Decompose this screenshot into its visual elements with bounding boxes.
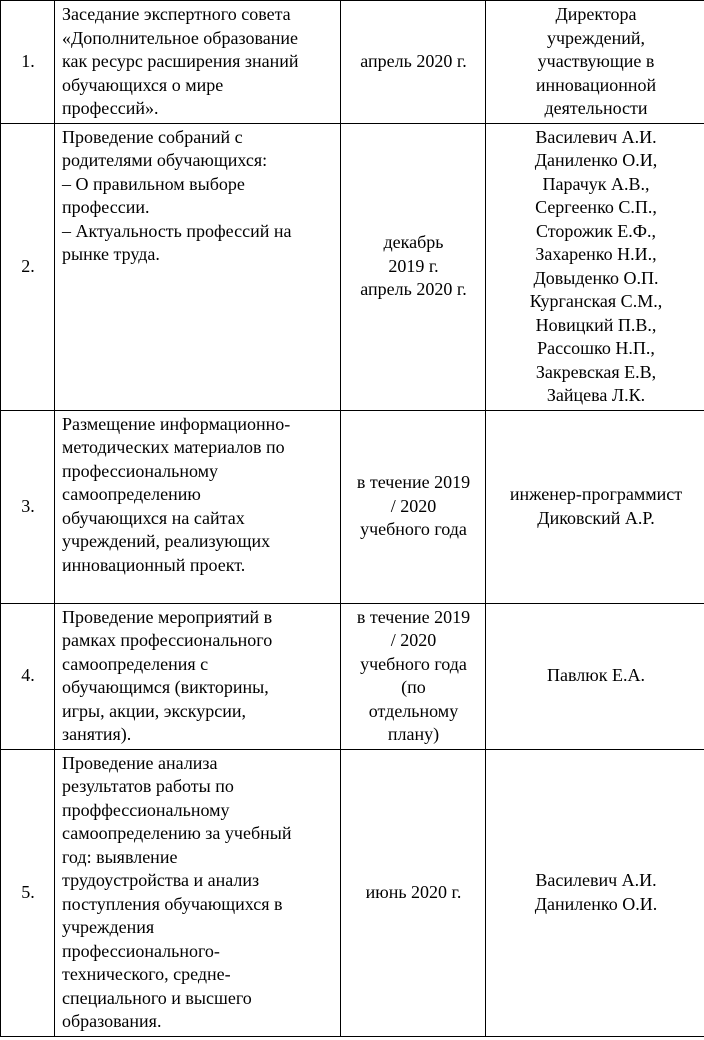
event-cell-line: как ресурс расширения знаний (62, 51, 299, 71)
date-cell (341, 1, 486, 124)
event-cell-line: – О правильном выборе (62, 173, 245, 194)
event-cell-line: игры, акции, экскурсии, (62, 700, 246, 721)
responsible-cell (486, 1, 704, 124)
event-cell-line: профессиональному (62, 460, 218, 481)
responsible-cell-line: инновационной (535, 74, 657, 95)
responsible-cell-line: Зайцева Л.К. (546, 385, 646, 405)
event-cell-line: – Актуальность профессий на (62, 220, 292, 241)
date-cell-line: апрель 2020 г. (360, 51, 467, 71)
responsible-cell-line: Василевич А.И. (535, 126, 657, 147)
responsible-cell-line: Довыденко О.П. (533, 267, 659, 288)
event-cell-line: технического, средне- (62, 964, 231, 984)
responsible-cell (486, 123, 704, 410)
responsible-cell-line: Василевич А.И. (535, 870, 657, 890)
date-cell (341, 749, 486, 1036)
event-cell-line: Проведение собраний с (62, 126, 243, 147)
table-row (1, 410, 704, 603)
responsible-cell-line: инженер-программист (509, 484, 683, 504)
row-number: 4. (1, 603, 55, 749)
responsible-cell-line: Директора (555, 4, 637, 24)
event-cell-line: самоопределению (62, 484, 201, 504)
plan-table-body (1, 1, 704, 1037)
date-cell-line: плану) (387, 724, 440, 744)
date-cell (341, 123, 486, 410)
event-cell (55, 410, 341, 603)
event-cell-line: трудоустройства и анализ (62, 870, 260, 890)
date-cell-line: учебного года (360, 653, 467, 674)
event-cell-line: профессий». (62, 98, 159, 118)
responsible-cell-line: Курганская С.М., (529, 291, 663, 311)
event-cell-line: рамках профессионального (62, 630, 273, 650)
event-cell-line: обучающихся на сайтах (62, 507, 245, 528)
event-cell-line: самоопределению за учебный (62, 823, 292, 843)
event-cell-line: Проведение анализа (62, 752, 218, 773)
responsible-cell-line: Новицкий П.В., (535, 314, 657, 335)
date-cell-line: июнь 2020 г. (365, 881, 462, 902)
event-cell-line: родителями обучающихся: (62, 150, 268, 170)
date-cell-line: апрель 2020 г. (360, 279, 467, 300)
date-cell-line: декабрь (383, 232, 444, 253)
table-row (1, 603, 704, 749)
date-cell-line: 2019 г. (388, 255, 439, 276)
event-cell (55, 749, 341, 1036)
event-cell-line: учреждения (62, 917, 155, 937)
responsible-cell (486, 749, 704, 1036)
responsible-cell-line: Даниленко О.И. (534, 893, 658, 914)
event-cell-line: профессионального- (62, 940, 220, 961)
event-cell-line: «Дополнительное образование (62, 27, 298, 48)
responsible-cell-line: Закревская Е.В, (535, 361, 657, 382)
event-cell-line: Проведение мероприятий в (62, 606, 273, 627)
event-cell-line: учреждений, реализующих (62, 531, 271, 551)
event-cell-line: рынке труда. (62, 244, 160, 264)
row-number: 5. (1, 749, 55, 1036)
event-cell-line: методических материалов по (62, 437, 285, 457)
responsible-cell-line: Сторожик Е.Ф., (536, 220, 656, 241)
row-number: 1. (1, 1, 55, 124)
event-cell-line: занятия). (62, 724, 132, 744)
event-cell-line: Размещение информационно- (62, 413, 291, 434)
date-cell-line: отдельному (368, 700, 459, 721)
event-cell (55, 123, 341, 410)
responsible-cell-line: Сергеенко С.П., (535, 197, 657, 217)
row-number: 2. (1, 123, 55, 410)
row-number: 3. (1, 410, 55, 603)
event-cell-line: инновационный проект. (62, 554, 246, 575)
responsible-cell-line: Диковский А.Р. (537, 507, 655, 528)
responsible-cell-line: учреждений, (546, 27, 646, 48)
table-row (1, 1, 704, 124)
date-cell-line: / 2020 (390, 495, 437, 516)
event-cell-line: обучающихся о мире (62, 74, 224, 95)
responsible-cell-line: деятельности (544, 98, 648, 118)
responsible-cell-line: Даниленко О.И, (534, 150, 658, 170)
event-cell-line: проффессиональному (62, 799, 230, 820)
date-cell-line: в течение 2019 (356, 472, 471, 493)
event-cell-line: профессии. (62, 197, 150, 217)
responsible-cell-line: Рассошко Н.П., (537, 338, 655, 358)
responsible-cell-line: участвующие в (537, 51, 655, 71)
event-cell-line: год: выявление (62, 846, 178, 867)
date-cell-line: в течение 2019 (356, 606, 471, 627)
date-cell (341, 410, 486, 603)
responsible-cell-line: Парачук А.В., (542, 173, 650, 194)
date-cell-line: (по (401, 677, 426, 697)
responsible-cell-line: Павлюк Е.А. (547, 665, 645, 686)
table-row (1, 749, 704, 1036)
responsible-cell (486, 603, 704, 749)
event-cell-line: обучающимся (викторины, (62, 677, 269, 697)
event-cell-line: самоопределения с (62, 653, 209, 674)
responsible-cell (486, 410, 704, 603)
date-cell (341, 603, 486, 749)
date-cell-line: / 2020 (390, 630, 437, 650)
date-cell-line: учебного года (360, 519, 467, 540)
event-cell-line: образования. (62, 1011, 162, 1031)
event-cell-line: специального и высшего (62, 987, 252, 1008)
event-cell (55, 603, 341, 749)
table-row (1, 123, 704, 410)
event-cell (55, 1, 341, 124)
event-cell-line: поступления обучающихся в (62, 893, 283, 914)
event-cell-line: результатов работы по (62, 776, 234, 796)
event-cell-line: Заседание экспертного совета (62, 4, 291, 24)
responsible-cell-line: Захаренко Н.И., (535, 244, 657, 264)
